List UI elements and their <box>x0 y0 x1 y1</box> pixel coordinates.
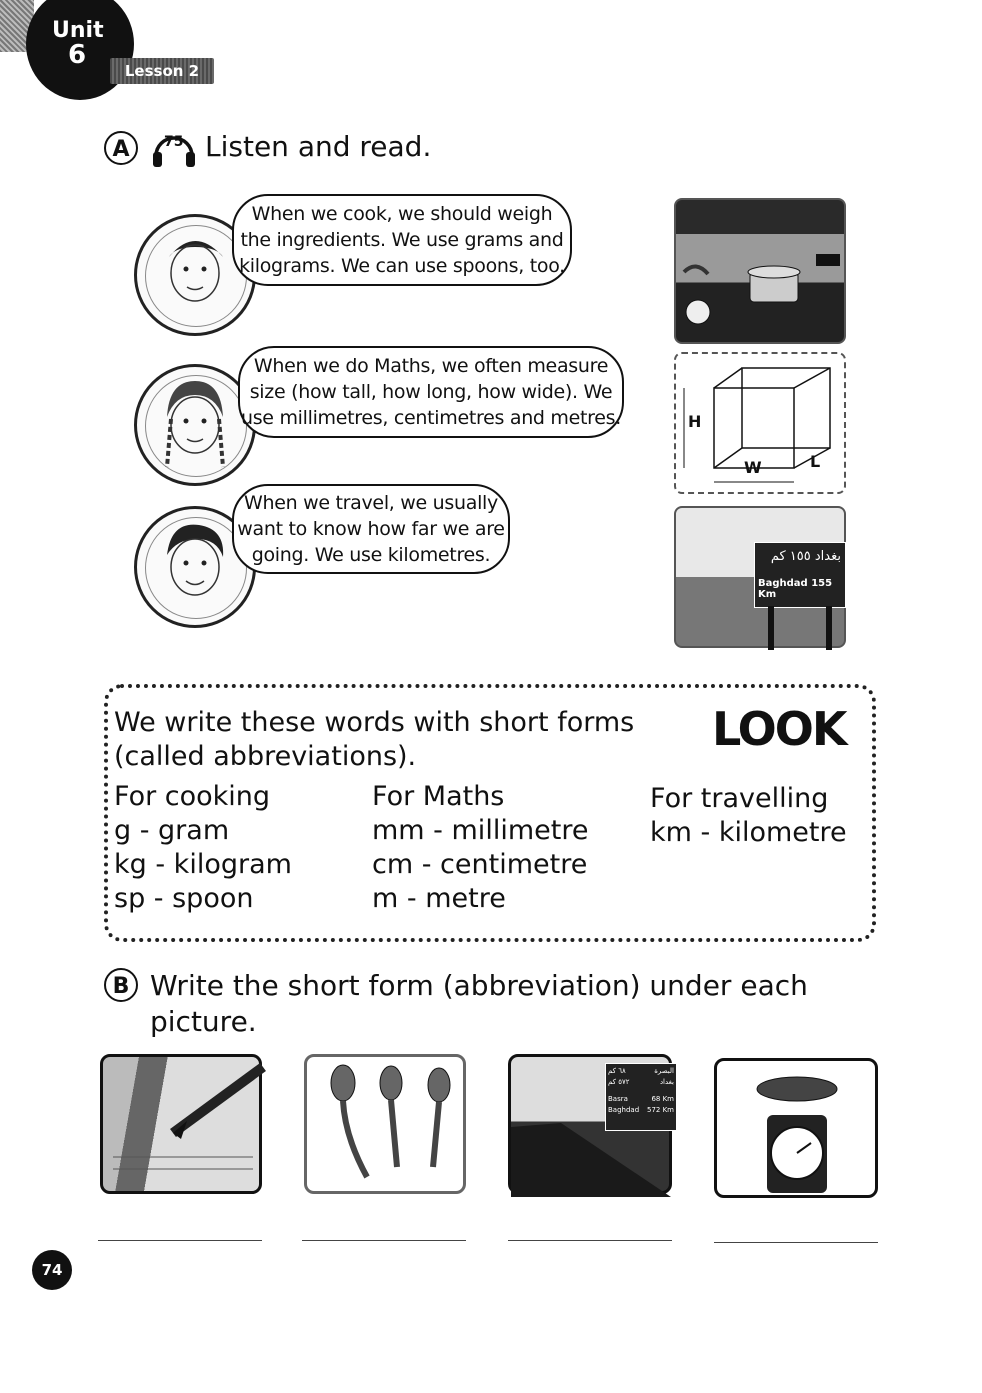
section-b-instruction: Write the short form (abbreviation) under each picture. <box>150 969 808 1038</box>
look-column-travelling <box>650 782 847 850</box>
look-column-cooking <box>114 780 292 916</box>
section-a-instruction: Listen and read. <box>205 130 432 163</box>
look-column-maths <box>372 780 588 916</box>
abbreviation-item: mm - millimetre <box>372 815 589 846</box>
speech-bubble-cooking: When we cook, we should weigh the ingredients. We use grams and kilograms. We can use spoons, too. <box>232 194 572 286</box>
speech-bubble-travel: When we travel, we usually want to know how far we are going. We use kilometres. <box>232 484 510 574</box>
abbreviation-item: km - kilometre <box>650 817 847 848</box>
headphones-icon <box>150 126 198 170</box>
speech-bubble-maths: When we do Maths, we often measure size (how tall, how long, how wide). We use millimetres, centimetres and metres. <box>238 346 624 438</box>
abbreviation-item: sp - spoon <box>114 883 254 914</box>
abbreviation-item: g - gram <box>114 815 230 846</box>
road-icon <box>511 1057 675 1197</box>
column-heading: For Maths <box>372 781 505 812</box>
cube-label-w: W <box>744 458 762 477</box>
girl-face-icon <box>137 367 253 483</box>
road-sign <box>754 542 846 608</box>
abbreviation-item: cm - centimetre <box>372 849 588 880</box>
cube-label-h: H <box>688 412 702 431</box>
look-intro: We write these words with short forms (called abbreviations). <box>114 707 635 772</box>
kitchen-scale-picture <box>714 1058 878 1198</box>
page-number: 74 <box>32 1250 72 1290</box>
abbreviation-item: m - metre <box>372 883 506 914</box>
scale-icon <box>717 1061 875 1195</box>
road-sign-arabic: بغداد ١٥٥ كم <box>770 549 841 564</box>
section-b-letter: B <box>104 968 138 1002</box>
road-sign-picture <box>508 1054 672 1194</box>
road-sign-photo <box>674 506 846 648</box>
cube-diagram <box>674 352 846 494</box>
abbreviation-item: kg - kilogram <box>114 849 292 880</box>
answer-line-3[interactable] <box>508 1240 672 1241</box>
answer-line-4[interactable] <box>714 1242 878 1243</box>
answer-line-1[interactable] <box>98 1240 262 1241</box>
unit-word: Unit <box>52 18 104 43</box>
cube-label-l: L <box>810 452 821 471</box>
pencil-icon <box>103 1057 259 1191</box>
unit-number: 6 <box>68 40 87 70</box>
distance-sign: ٦٨ كم البصرة ٥٧٢ كم بغداد Basra 68 Km Baghdad 572 Km <box>605 1063 677 1131</box>
lesson-tag: Lesson 2 <box>110 58 214 84</box>
kitchen-photo <box>674 198 846 344</box>
pencil-ruler-picture <box>100 1054 262 1194</box>
column-heading: For cooking <box>114 781 271 812</box>
column-heading: For travelling <box>650 783 829 814</box>
spoons-picture <box>304 1054 466 1194</box>
look-logo: LOOK <box>712 702 846 756</box>
cooking-pot-icon <box>676 200 848 346</box>
section-a-letter: A <box>104 131 138 165</box>
road-sign-english: Baghdad 155 Km <box>758 578 833 600</box>
spoons-icon <box>307 1057 463 1191</box>
unit-badge <box>26 0 134 100</box>
track-number: 75 <box>164 134 184 150</box>
answer-line-2[interactable] <box>302 1240 466 1241</box>
